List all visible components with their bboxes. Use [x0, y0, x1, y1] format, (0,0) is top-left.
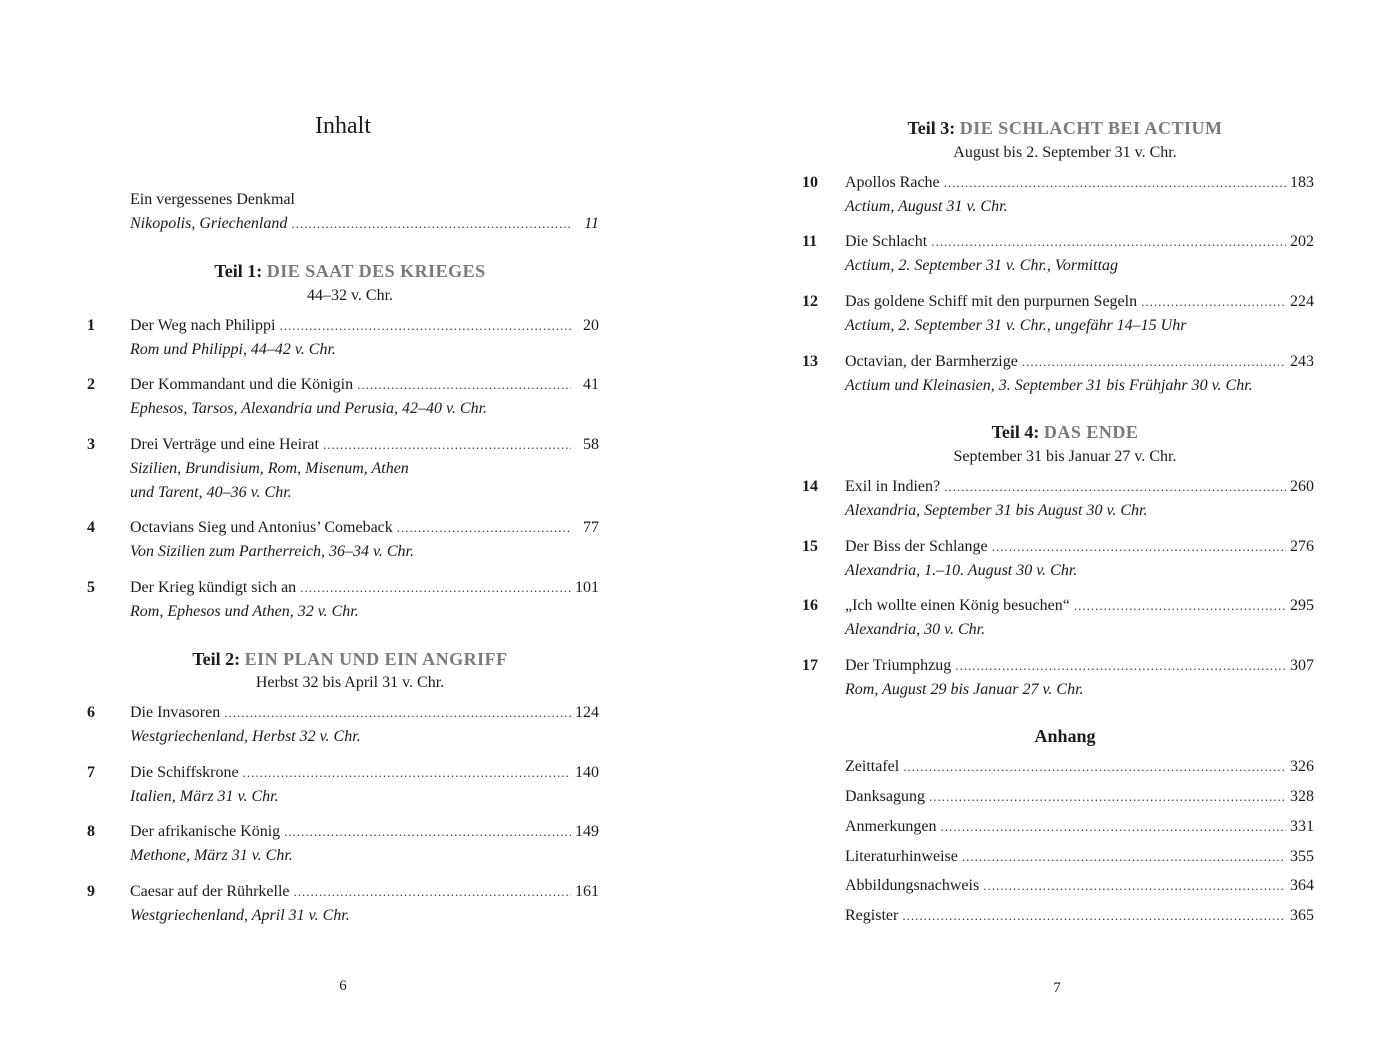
toc-entry[interactable]: [130, 701, 599, 725]
chapter-subtitle: Italien, März 31 v. Chr.: [130, 788, 279, 805]
page-number: 331: [1290, 818, 1314, 835]
chapter-subtitle: Westgriechenland, Herbst 32 v. Chr.: [130, 728, 361, 745]
chapter-subtitle: Actium und Kleinasien, 3. September 31 bis Frühjahr 30 v. Chr.: [845, 377, 1253, 394]
page-number: 355: [1290, 848, 1314, 865]
chapter-subtitle: Westgriechenland, April 31 v. Chr.: [130, 907, 350, 924]
page-folio: 7: [1053, 980, 1061, 996]
leader-dots: [293, 880, 571, 904]
leader-dots: [944, 475, 1286, 499]
prologue-entry[interactable]: [130, 212, 599, 236]
leader-dots: [955, 654, 1286, 678]
chapter-subtitle: und Tarent, 40–36 v. Chr.: [130, 484, 292, 501]
leader-dots: [903, 755, 1286, 779]
page-number: 20: [583, 317, 599, 334]
chapter-number: 17: [802, 657, 818, 674]
toc-entry[interactable]: [845, 594, 1314, 618]
part-label: Teil 3:: [907, 118, 956, 138]
leader-dots: [280, 314, 572, 338]
leader-dots: [941, 815, 1286, 839]
chapter-number: 11: [802, 233, 818, 250]
toc-entry[interactable]: [845, 535, 1314, 559]
chapter-subtitle: Von Sizilien zum Partherreich, 36–34 v. Chr.: [130, 543, 414, 560]
chapter-title: Der Triumphzug: [845, 657, 952, 674]
appendix-title: Danksagung: [845, 788, 925, 805]
leader-dots: [983, 874, 1286, 898]
page-folio: 6: [339, 978, 347, 994]
part-range: 44–32 v. Chr.: [306, 287, 394, 304]
leader-dots: [357, 373, 571, 397]
toc-entry[interactable]: [130, 576, 599, 600]
chapter-title: Der Kommandant und die Königin: [130, 376, 354, 393]
toc-entry[interactable]: [845, 350, 1314, 374]
chapter-title: Die Schiffskrone: [130, 764, 239, 781]
page-number: 243: [1290, 353, 1314, 370]
leader-dots: [1022, 350, 1286, 374]
part-label: Teil 1:: [214, 261, 263, 281]
chapter-number: 8: [87, 823, 95, 840]
page-number: 161: [575, 883, 599, 900]
page-number: 77: [583, 519, 599, 536]
chapter-number: 16: [802, 597, 818, 614]
toc-entry[interactable]: [130, 880, 599, 904]
chapter-subtitle: Alexandria, September 31 bis August 30 v. Chr.: [845, 502, 1148, 519]
page-number: 183: [1290, 174, 1314, 191]
chapter-title: Das goldene Schiff mit den purpurnen Segeln: [845, 293, 1138, 310]
page-number: 307: [1290, 657, 1314, 674]
page-number: 124: [575, 704, 599, 721]
appendix-title: Register: [845, 907, 899, 924]
right-page: [700, 0, 1400, 1038]
chapter-number: 4: [87, 519, 95, 536]
appendix-title: Abbildungsnachweis: [845, 877, 980, 894]
appendix-entry[interactable]: [845, 785, 1314, 809]
toc-entry[interactable]: [845, 475, 1314, 499]
appendix-title: Zeittafel: [845, 758, 900, 775]
part-name: DAS ENDE: [1043, 422, 1139, 442]
toc-entry[interactable]: [130, 314, 599, 338]
leader-dots: [992, 535, 1286, 559]
chapter-number: 6: [87, 704, 95, 721]
part-heading: [0, 259, 700, 283]
toc-entry[interactable]: [130, 516, 599, 540]
chapter-subtitle: Alexandria, 30 v. Chr.: [845, 621, 986, 638]
page-number: 276: [1290, 538, 1314, 555]
contents-title: Inhalt: [315, 113, 371, 139]
chapter-title: Der Weg nach Philippi: [130, 317, 276, 334]
page-number: 295: [1290, 597, 1314, 614]
leader-dots: [243, 761, 571, 785]
chapter-number: 13: [802, 353, 818, 370]
page-number: 260: [1290, 478, 1314, 495]
leader-dots: [224, 701, 571, 725]
toc-entry[interactable]: [130, 820, 599, 844]
toc-entry[interactable]: [130, 373, 599, 397]
leader-dots: [284, 820, 571, 844]
chapter-number: 15: [802, 538, 818, 555]
chapter-number: 7: [87, 764, 95, 781]
part-heading: [700, 420, 1400, 444]
chapter-subtitle: Actium, 2. September 31 v. Chr., ungefähr 14–15 Uhr: [845, 317, 1187, 334]
leader-dots: [931, 230, 1286, 254]
toc-entry[interactable]: [130, 433, 599, 457]
chapter-title: Apollos Rache: [845, 174, 940, 191]
chapter-subtitle: Rom, August 29 bis Januar 27 v. Chr.: [845, 681, 1084, 698]
chapter-title: Der Krieg kündigt sich an: [130, 579, 297, 596]
appendix-title: Anmerkungen: [845, 818, 937, 835]
part-heading: [0, 647, 700, 671]
appendix-entry[interactable]: [845, 755, 1314, 779]
chapter-subtitle: Rom, Ephesos und Athen, 32 v. Chr.: [130, 603, 359, 620]
leader-dots: [902, 904, 1286, 928]
leader-dots: [397, 516, 571, 540]
toc-entry[interactable]: [845, 171, 1314, 195]
toc-entry[interactable]: [845, 290, 1314, 314]
chapter-title: Der Biss der Schlange: [845, 538, 988, 555]
prologue-title: Ein vergessenes Denkmal: [130, 191, 295, 208]
page-number: 328: [1290, 788, 1314, 805]
chapter-number: 2: [87, 376, 95, 393]
part-range: September 31 bis Januar 27 v. Chr.: [953, 448, 1177, 465]
leader-dots: [323, 433, 571, 457]
chapter-subtitle: Actium, 2. September 31 v. Chr., Vormittag: [845, 257, 1119, 274]
leader-dots: [944, 171, 1286, 195]
page-number: 326: [1290, 758, 1314, 775]
part-heading: [700, 116, 1400, 140]
page-number: 11: [584, 215, 599, 232]
appendix-heading: Anhang: [1034, 726, 1096, 746]
leader-dots: [291, 212, 571, 236]
page-number: 58: [583, 436, 599, 453]
toc-entry[interactable]: [845, 654, 1314, 678]
appendix-title: Literaturhinweise: [845, 848, 958, 865]
page-number: 365: [1290, 907, 1314, 924]
page-number: 101: [575, 579, 599, 596]
chapter-number: 14: [802, 478, 818, 495]
part-range: August bis 2. September 31 v. Chr.: [953, 144, 1177, 161]
chapter-number: 10: [802, 174, 818, 191]
chapter-subtitle: Rom und Philippi, 44–42 v. Chr.: [130, 341, 336, 358]
chapter-title: Die Invasoren: [130, 704, 221, 721]
chapter-subtitle: Sizilien, Brundisium, Rom, Misenum, Athen: [130, 460, 409, 477]
chapter-title: Drei Verträge und eine Heirat: [130, 436, 319, 453]
chapter-subtitle: Ephesos, Tarsos, Alexandria und Perusia, 42–40 v. Chr.: [130, 400, 488, 417]
page-number: 41: [583, 376, 599, 393]
part-name: DIE SCHLACHT BEI ACTIUM: [959, 118, 1223, 138]
page-number: 364: [1290, 877, 1314, 894]
chapter-title: Exil in Indien?: [845, 478, 941, 495]
leader-dots: [1074, 594, 1286, 618]
chapter-number: 9: [87, 883, 95, 900]
part-label: Teil 2:: [192, 649, 241, 669]
chapter-number: 5: [87, 579, 95, 596]
prologue-subtitle: Nikopolis, Griechenland: [130, 215, 288, 232]
part-label: Teil 4:: [991, 422, 1040, 442]
leader-dots: [929, 785, 1286, 809]
chapter-title: Octavians Sieg und Antonius’ Comeback: [130, 519, 393, 536]
chapter-subtitle: Actium, August 31 v. Chr.: [845, 198, 1008, 215]
page-number: 149: [575, 823, 599, 840]
appendix-entry[interactable]: [845, 874, 1314, 898]
page-number: 140: [575, 764, 599, 781]
chapter-title: Der afrikanische König: [130, 823, 281, 840]
page-number: 224: [1290, 293, 1314, 310]
part-name: DIE SAAT DES KRIEGES: [266, 261, 486, 281]
toc-entry[interactable]: [845, 230, 1314, 254]
chapter-number: 3: [87, 436, 95, 453]
leader-dots: [300, 576, 571, 600]
chapter-title: Caesar auf der Rührkelle: [130, 883, 290, 900]
appendix-entry[interactable]: [845, 904, 1314, 928]
part-range: Herbst 32 bis April 31 v. Chr.: [255, 674, 445, 691]
appendix-entry[interactable]: [845, 845, 1314, 869]
part-name: EIN PLAN UND EIN ANGRIFF: [244, 649, 508, 669]
chapter-title: „Ich wollte einen König besuchen“: [845, 597, 1070, 614]
chapter-title: Octavian, der Barmherzige: [845, 353, 1018, 370]
appendix-entry[interactable]: [845, 815, 1314, 839]
chapter-subtitle: Alexandria, 1.–10. August 30 v. Chr.: [845, 562, 1078, 579]
leader-dots: [1141, 290, 1286, 314]
chapter-number: 1: [87, 317, 95, 334]
page-number: 202: [1290, 233, 1314, 250]
chapter-subtitle: Methone, März 31 v. Chr.: [130, 847, 293, 864]
chapter-number: 12: [802, 293, 818, 310]
leader-dots: [962, 845, 1286, 869]
toc-entry[interactable]: [130, 761, 599, 785]
chapter-title: Die Schlacht: [845, 233, 928, 250]
